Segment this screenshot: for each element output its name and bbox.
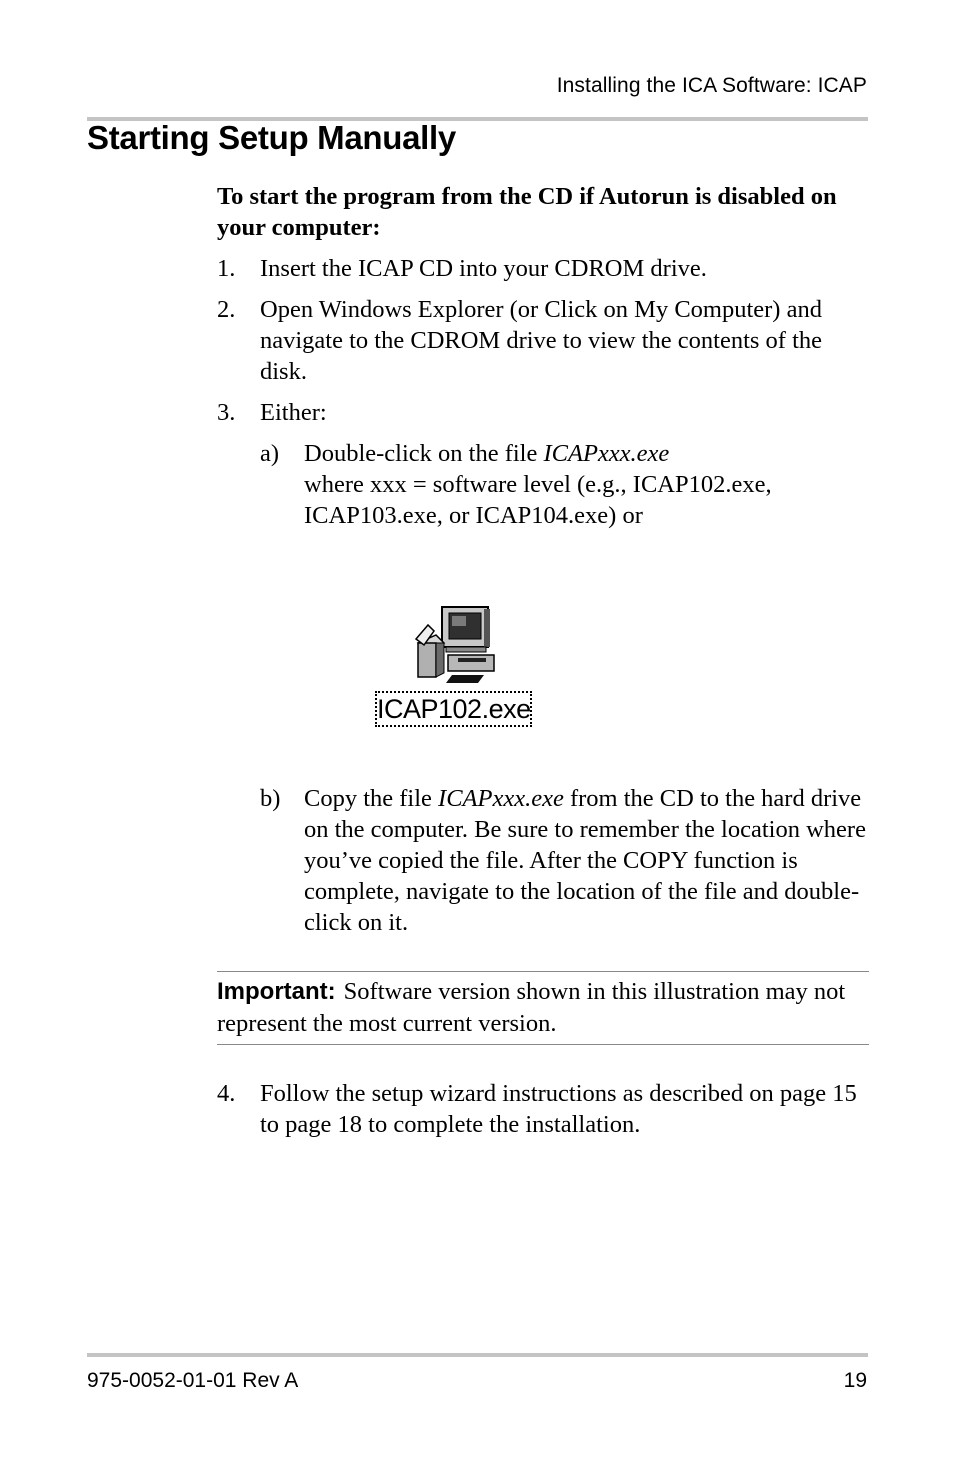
important-note bbox=[217, 971, 869, 1045]
document-number: 975-0052-01-01 Rev A bbox=[87, 1369, 299, 1392]
option-a bbox=[260, 438, 869, 531]
step-number: 1. bbox=[217, 255, 236, 282]
step-1 bbox=[217, 253, 869, 284]
file-icon-label: ICAP102.exe bbox=[375, 691, 532, 727]
option-a-text: Double-click on the file bbox=[304, 440, 544, 467]
option-b bbox=[260, 783, 869, 938]
option-text bbox=[304, 783, 869, 938]
step-number: 3. bbox=[217, 399, 236, 426]
step-number: 4. bbox=[217, 1080, 236, 1107]
footer-rule bbox=[87, 1353, 868, 1357]
setup-program-icon bbox=[372, 603, 538, 691]
step-4 bbox=[217, 1078, 869, 1140]
step-3 bbox=[217, 397, 869, 428]
step-number: 2. bbox=[217, 296, 236, 323]
option-b-block bbox=[217, 783, 869, 938]
section-title: Starting Setup Manually bbox=[87, 119, 456, 156]
procedure bbox=[217, 181, 869, 531]
option-a-line2: where xxx = software level (e.g., ICAP102.exe, ICAP103.exe, or ICAP104.exe) or bbox=[304, 471, 772, 529]
step-text: Insert the ICAP CD into your CDROM drive. bbox=[260, 255, 707, 282]
running-header: Installing the ICA Software: ICAP bbox=[556, 74, 867, 97]
step-text: Open Windows Explorer (or Click on My Computer) and navigate to the CDROM drive to view the contents of the disk. bbox=[260, 296, 823, 385]
page-number: 19 bbox=[843, 1369, 867, 1392]
option-label: b) bbox=[260, 785, 281, 812]
note-label: Important: bbox=[217, 978, 336, 1005]
filename: ICAPxxx.exe bbox=[543, 440, 670, 467]
step-text: Follow the setup wizard instructions as described on page 15 to page 18 to complete the installation. bbox=[260, 1080, 857, 1138]
option-text bbox=[304, 438, 869, 531]
note-text: Software version shown in this illustration may not represent the most current version. bbox=[217, 978, 846, 1037]
step-2 bbox=[217, 294, 869, 387]
option-label: a) bbox=[260, 440, 280, 467]
option-b-rest: from the CD to the hard drive on the computer. Be sure to remember the location where you’ve copied the file. After the COPY function is complete, navigate to the location of the file and double-click on it. bbox=[304, 785, 866, 936]
option-b-text: Copy the file bbox=[304, 785, 439, 812]
procedure-heading: To start the program from the CD if Autorun is disabled on your computer: bbox=[217, 183, 837, 241]
filename: ICAPxxx.exe bbox=[438, 785, 564, 812]
setup-file-icon[interactable] bbox=[372, 603, 538, 731]
step-text: Either: bbox=[260, 399, 327, 426]
step-4-block bbox=[217, 1078, 869, 1150]
